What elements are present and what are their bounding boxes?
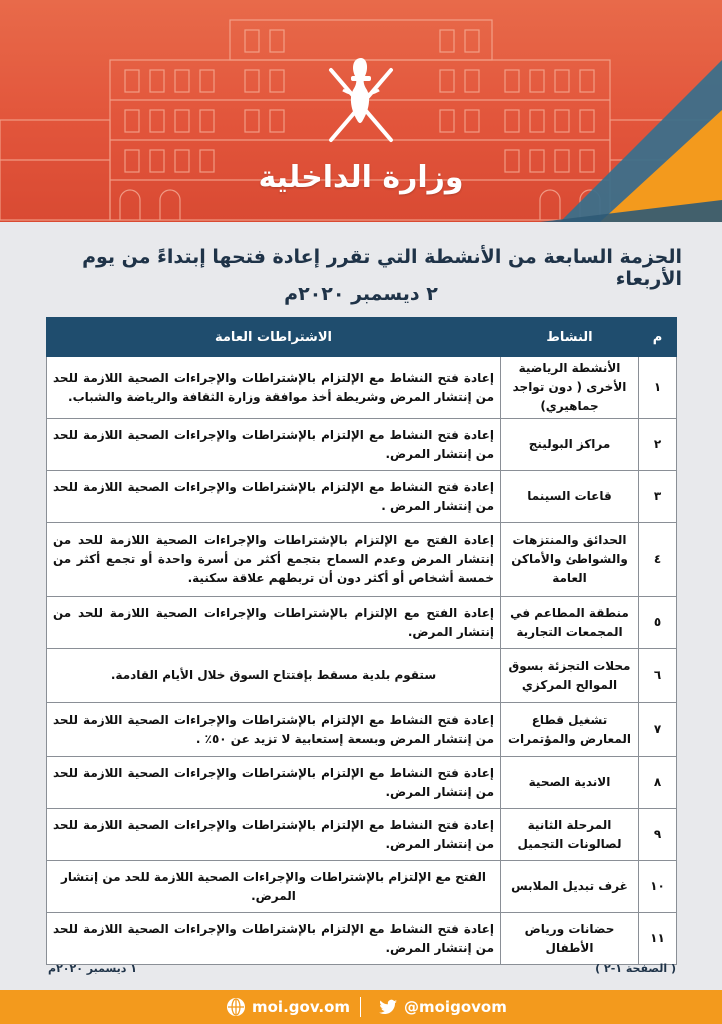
row-num: ٧	[639, 703, 677, 757]
footer-date: ١ ديسمبر ٢٠٢٠م	[48, 962, 137, 975]
bottom-bar	[0, 990, 722, 1024]
row-activity: مراكز البولينج	[501, 419, 639, 471]
row-requirements: إعادة الفتح مع الإلتزام بالإشتراطات والإجراءات الصحية اللازمة للحد من إنتشار المرض.	[47, 597, 501, 649]
header-num: م	[639, 318, 677, 357]
row-num: ٥	[639, 597, 677, 649]
activities-table	[46, 317, 677, 965]
row-activity: الاندية الصحية	[501, 757, 639, 809]
document-title-line1: الحزمة السابعة من الأنشطة التي تقرر إعادة فتحها إبتداءً من يوم الأربعاء	[82, 246, 682, 290]
row-requirements: إعادة فتح النشاط مع الإلتزام بالإشتراطات والإجراءات الصحية اللازمة للحد من إنتشار المرض.	[47, 757, 501, 809]
table-row	[47, 523, 677, 597]
table-row	[47, 471, 677, 523]
table-row	[47, 913, 677, 965]
footer-separator	[360, 997, 361, 1017]
row-activity: الحدائق والمنتزهات والشواطئ والأماكن العامة	[501, 523, 639, 597]
website-link[interactable]	[226, 990, 350, 1024]
row-requirements: إعادة الفتح مع الإلتزام بالإشتراطات والإجراءات الصحية اللازمة للحد من إنتشار المرض وعدم السماح بتجمع أكثر من أسرة واحدة أو تجمع أكثر من خمسة أشخاص أو أكثر دون أن تربطهم علاقة سكنية.	[47, 523, 501, 597]
row-num: ٩	[639, 809, 677, 861]
row-activity: الأنشطة الرياضية الأخرى ( دون تواجد جماهيري)	[501, 357, 639, 419]
header-activity: النشاط	[501, 318, 639, 357]
document-title-line2: ٢ ديسمبر ٢٠٢٠م	[284, 283, 438, 305]
row-requirements: الفتح مع الإلتزام بالإشتراطات والإجراءات الصحية اللازمة للحد من إنتشار المرض.	[47, 861, 501, 913]
row-num: ١	[639, 357, 677, 419]
row-num: ٣	[639, 471, 677, 523]
ministry-name: وزارة الداخلية	[258, 160, 464, 195]
row-requirements: إعادة فتح النشاط مع الإلتزام بالإشتراطات والإجراءات الصحية اللازمة للحد من إنتشار المرض وبسعة إستعابية لا تزيد عن ٥٠٪ .	[47, 703, 501, 757]
row-num: ٤	[639, 523, 677, 597]
twitter-link[interactable]	[378, 990, 507, 1024]
row-activity: المرحلة الثانية لصالونات التجميل	[501, 809, 639, 861]
row-num: ٦	[639, 649, 677, 703]
row-requirements: إعادة فتح النشاط مع الإلتزام بالإشتراطات والإجراءات الصحية اللازمة للحد من إنتشار المرض وشريطة أخذ موافقة وزارة الثقافة والرياضة والشباب.	[47, 357, 501, 419]
row-activity: منطقة المطاعم في المجمعات التجارية	[501, 597, 639, 649]
row-requirements: إعادة فتح النشاط مع الإلتزام بالإشتراطات والإجراءات الصحية اللازمة للحد من إنتشار المرض.	[47, 913, 501, 965]
page-number: ( الصفحة ١-٢ )	[595, 962, 676, 975]
row-requirements: ستقوم بلدية مسقط بإفتتاح السوق خلال الأيام القادمة.	[47, 649, 501, 703]
row-num: ٢	[639, 419, 677, 471]
row-num: ١٠	[639, 861, 677, 913]
twitter-handle: @moigovom	[404, 998, 507, 1016]
table-row	[47, 809, 677, 861]
row-activity: تشغيل قطاع المعارض والمؤتمرات	[501, 703, 639, 757]
oman-khanjar-emblem-icon	[321, 50, 401, 150]
row-requirements: إعادة فتح النشاط مع الإلتزام بالإشتراطات والإجراءات الصحية اللازمة للحد من إنتشار المرض .	[47, 471, 501, 523]
website-text: moi.gov.om	[252, 998, 351, 1016]
table-row	[47, 861, 677, 913]
row-num: ٨	[639, 757, 677, 809]
table-row	[47, 757, 677, 809]
header-requirements: الاشتراطات العامة	[47, 318, 501, 357]
globe-icon	[226, 997, 246, 1017]
row-activity: قاعات السينما	[501, 471, 639, 523]
row-activity: حضانات ورياض الأطفال	[501, 913, 639, 965]
table-row	[47, 357, 677, 419]
table-row	[47, 703, 677, 757]
table-row	[47, 597, 677, 649]
row-activity: غرف تبديل الملابس	[501, 861, 639, 913]
row-requirements: إعادة فتح النشاط مع الإلتزام بالإشتراطات والإجراءات الصحية اللازمة للحد من إنتشار المرض.	[47, 809, 501, 861]
row-requirements: إعادة فتح النشاط مع الإلتزام بالإشتراطات والإجراءات الصحية اللازمة للحد من إنتشار المرض.	[47, 419, 501, 471]
table-row	[47, 649, 677, 703]
table-header-row	[47, 318, 677, 357]
table-row	[47, 419, 677, 471]
header-banner	[0, 0, 722, 222]
twitter-icon	[378, 997, 398, 1017]
row-num: ١١	[639, 913, 677, 965]
row-activity: محلات التجزئة بسوق الموالح المركزي	[501, 649, 639, 703]
